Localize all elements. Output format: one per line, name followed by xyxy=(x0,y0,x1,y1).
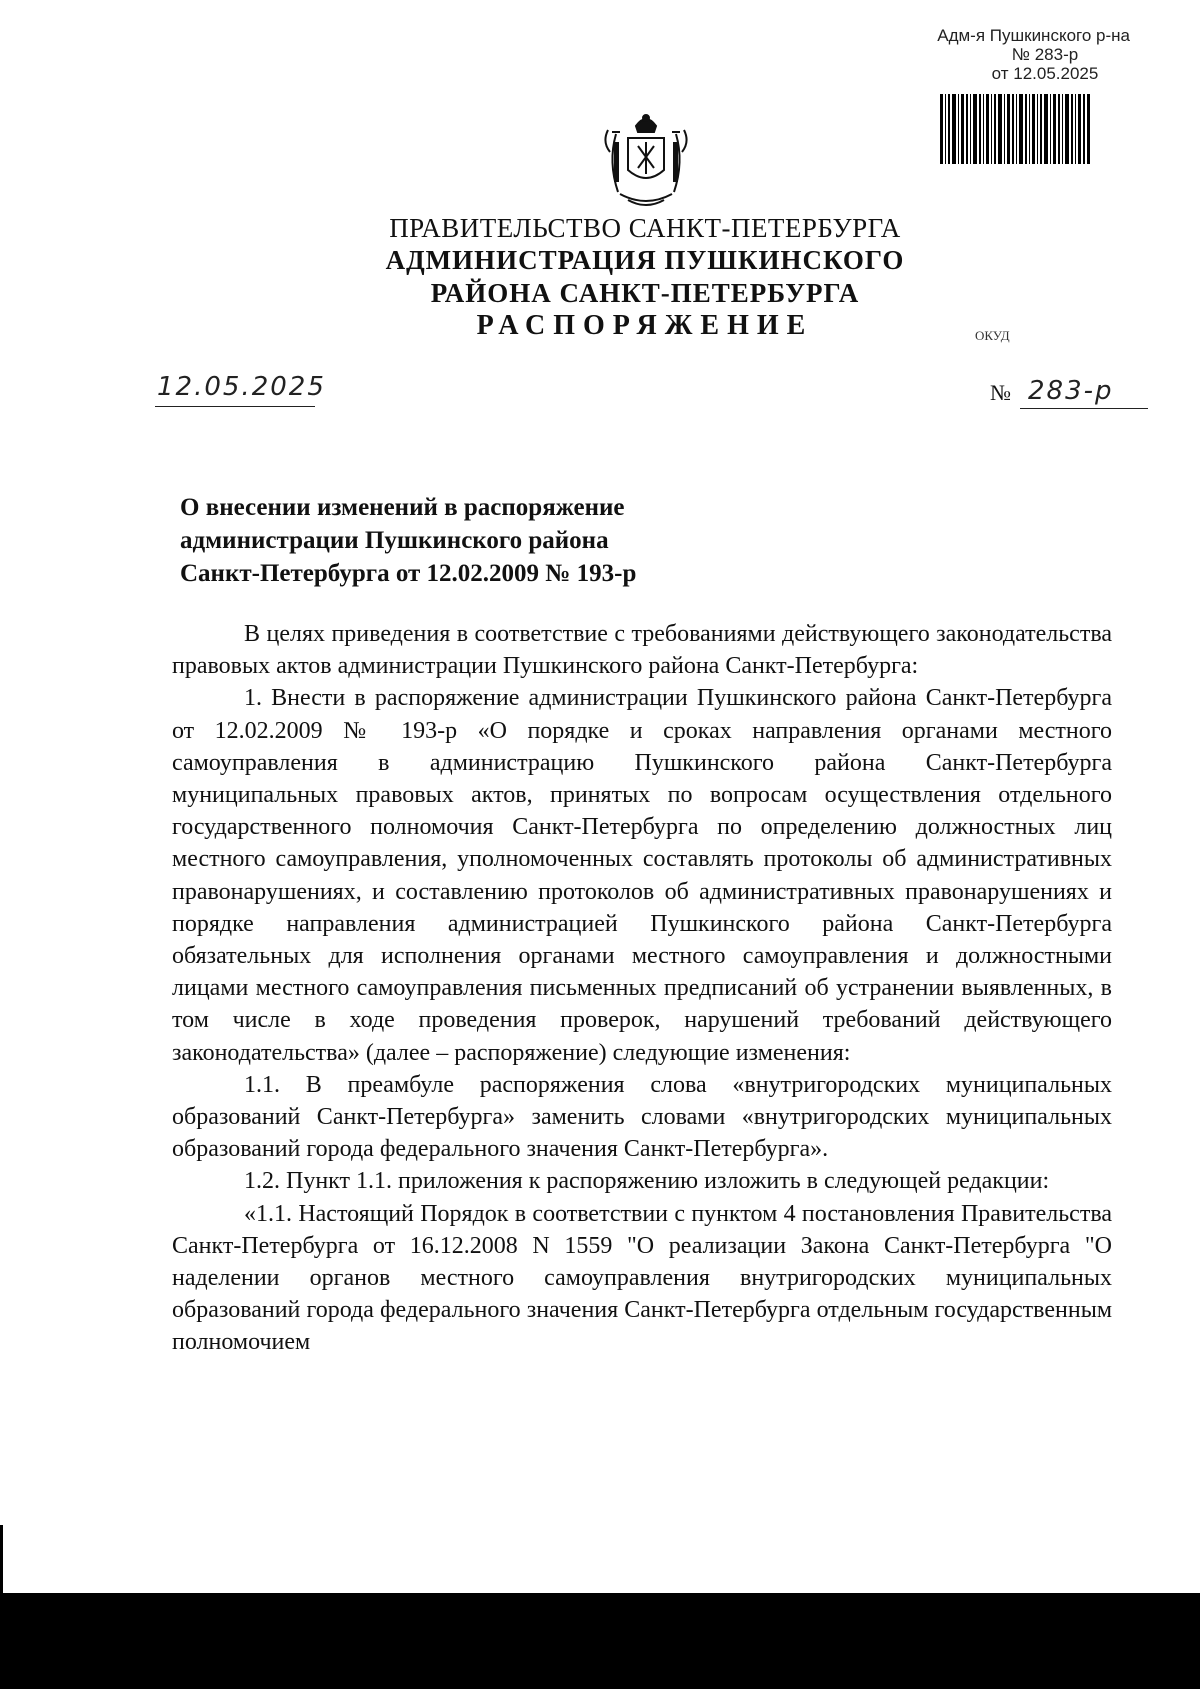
document-date: 12.05.2025 xyxy=(157,372,326,402)
government-title: ПРАВИТЕЛЬСТВО САНКТ-ПЕТЕРБУРГА xyxy=(389,213,901,243)
subject-line-3: Санкт-Петербурга от 12.02.2009 № 193-р xyxy=(180,560,637,587)
number-underline xyxy=(1020,408,1148,409)
administration-title xyxy=(0,244,1200,310)
coat-of-arms-icon xyxy=(598,112,694,212)
item-1-paragraph: 1. Внести в распоряжение администрации Пушкинского района Санкт-Петербурга от 12.02.2009 № 193-р «О порядке и сроках направления органами местного самоуправления в администрацию Пушкинского района Санкт-Петербурга муниципальных правовых актов, принятых по вопросам осуществления отдельного государственного полномочия Санкт-Петербурга по определению должностных лиц местного самоуправления, уполномоченных составлять протоколы об административных правонарушениях, и составлению протоколов об административных правонарушениях и порядке направления администрацией Пушкинского района Санкт-Петербурга обязательных для исполнения органами местного самоуправления и должностными лицами местного самоуправления письменных предписаний об устранении выявленных, в том числе в ходе проведения проверок, нарушений требований действующего законодательства» (далее – распоряжение) следующие изменения: xyxy=(172,685,1112,1066)
administration-line-2: РАЙОНА САНКТ-ПЕТЕРБУРГА xyxy=(430,278,860,308)
document-subject xyxy=(180,491,636,590)
stamp-date: от 12.05.2025 xyxy=(991,64,1099,83)
okud-label: ОКУД xyxy=(975,328,1010,343)
stamp-org: Адм-я Пушкинского р-на xyxy=(937,26,1130,45)
registration-stamp xyxy=(930,26,1130,83)
subject-line-2: администрации Пушкинского района xyxy=(180,527,609,554)
scan-bottom-border xyxy=(0,1593,1200,1689)
subject-line-1: О внесении изменений в распоряжение xyxy=(180,494,625,521)
date-underline xyxy=(155,406,315,407)
item-1-2-paragraph: 1.2. Пункт 1.1. приложения к распоряжению изложить в следующей редакции: xyxy=(244,1168,1050,1195)
document-number: 283-р xyxy=(1028,376,1114,406)
barcode-icon xyxy=(940,94,1090,164)
quoted-paragraph: «1.1. Настоящий Порядок в соответствии с пунктом 4 постановления Правительства Санкт-Петербурга от 16.12.2008 N 1559 "О реализации Закона Санкт-Петербурга "О наделении органов местного самоуправления внутригородских муниципальных образований города федерального значения Санкт-Петербурга отдельным государственным полномочием xyxy=(172,1200,1112,1356)
number-prefix: № xyxy=(990,380,1011,405)
stamp-number: № 283-р xyxy=(1011,45,1079,64)
preamble-paragraph: В целях приведения в соответствие с требованиями действующего законодательства правовых актов администрации Пушкинского района Санкт-Петербурга: xyxy=(172,621,1112,680)
administration-line-1: АДМИНИСТРАЦИЯ ПУШКИНСКОГО xyxy=(385,245,905,275)
document-type: РАСПОРЯЖЕНИЕ xyxy=(476,310,814,341)
item-1-1-paragraph: 1.1. В преамбуле распоряжения слова «внутригородских муниципальных образований Санкт-Петербурга» заменить словами «внутригородских муниципальных образований города федерального значения Санкт-Петербурга». xyxy=(172,1071,1112,1163)
document-body xyxy=(172,618,1112,1359)
